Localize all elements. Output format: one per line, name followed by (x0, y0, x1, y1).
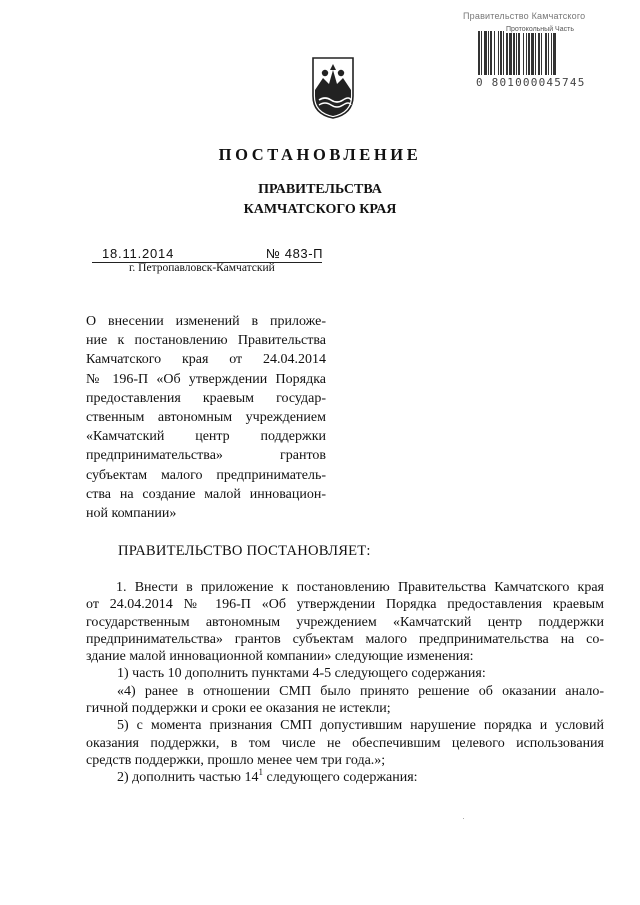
authority-line-1: ПРАВИТЕЛЬСТВА (258, 182, 382, 197)
barcode-bar (498, 31, 499, 75)
superscript: 1 (258, 767, 263, 778)
document-date: 18.11.2014 (102, 246, 175, 261)
registration-stamp-text: Правительство Камчатского (463, 11, 586, 21)
barcode-bar (506, 31, 508, 75)
subject-line: субъектам малого предприниматель- (86, 467, 326, 483)
body-line-last (86, 769, 604, 786)
kamchatka-coat-of-arms-icon (311, 56, 355, 120)
barcode-bar (531, 31, 534, 75)
barcode-bar (518, 31, 520, 75)
barcode-bar (513, 31, 515, 75)
subject-line: О внесении изменений в приложе- (86, 314, 326, 329)
barcode-bar (528, 31, 530, 75)
barcode-bar (535, 31, 536, 75)
barcode-bar (548, 31, 549, 75)
barcode-bar (481, 31, 482, 75)
authority-line-2: КАМЧАТСКОГО КРАЯ (243, 202, 397, 217)
barcode-bar (526, 31, 527, 75)
barcode-bar (553, 31, 556, 75)
subject-line: «Камчатский центр поддержки (86, 429, 326, 445)
body-line: предпринимательства» грантов субъектам малого предпринимательства на со- (86, 631, 604, 647)
subject-line: Камчатского края от 24.04.2014 (86, 352, 326, 368)
body-line: 1. Внести в приложение к постановлению Правительства Камчатского края (116, 580, 604, 595)
barcode-bar (538, 31, 540, 75)
subject-line: предпринимательства» грантов (86, 448, 326, 464)
body-line: «4) ранее в отношении СМП было принято решение об оказании анало- (117, 683, 604, 699)
body-line: оказания поддержки, в том числе не обеспечившим целевого использования (86, 735, 604, 751)
subject-line: предоставления краевым государ- (86, 390, 326, 406)
body-line: 1) часть 10 дополнить пунктами 4-5 следующего содержания: (117, 666, 486, 682)
document-number: № 483-П (266, 246, 324, 261)
document-title: ПОСТАНОВЛЕНИЕ (218, 145, 422, 164)
barcode-label: Протокольный Часть (506, 26, 574, 33)
issuing-authority (0, 180, 640, 220)
barcode-bar (488, 31, 489, 75)
barcode-number: 0 801000045745 (476, 76, 586, 89)
body-line: государственным автономным учреждением «Камчатский центр поддержки (86, 614, 604, 630)
subject-line: ной компании» (86, 506, 177, 522)
barcode-bar (551, 31, 552, 75)
barcode-bar (494, 31, 495, 75)
subject-line: № 196-П «Об утверждении Порядка (86, 371, 326, 387)
barcode-bar (523, 31, 524, 75)
subject-line: ственным автономным учреждением (86, 410, 326, 426)
barcode-bar (478, 31, 480, 75)
barcode-bar (503, 31, 504, 75)
resolves-heading: ПРАВИТЕЛЬСТВО ПОСТАНОВЛЯЕТ: (118, 543, 371, 559)
body-text: 2) дополнить частью 14 (117, 770, 259, 786)
body-line: гичной поддержки и сроки ее оказания не истекли; (86, 701, 391, 717)
body-line: здание малой инновационной компании» следующие изменения: (86, 649, 474, 665)
document-city: г. Петропавловск-Камчатский (129, 262, 275, 274)
scan-speck (463, 818, 464, 819)
body-line: от 24.04.2014 № 196-П «Об утверждении Порядка предоставления краевым (86, 597, 604, 613)
barcode-bar (500, 31, 502, 75)
document-body (86, 579, 604, 787)
body-text: следующего содержания: (263, 770, 418, 786)
barcode-bar (509, 31, 512, 75)
barcode-bar (545, 31, 547, 75)
body-line: средств поддержки, прошло менее чем три года.»; (86, 752, 386, 768)
barcode-bar (541, 31, 542, 75)
subject-line: ства на создание малой инновацион- (86, 486, 326, 502)
barcode-bar (484, 31, 487, 75)
barcode-bar (516, 31, 517, 75)
body-line: 5) с момента признания СМП допустившим нарушение порядка и условий (117, 718, 604, 734)
document-subject (86, 312, 326, 523)
barcode-bar (490, 31, 492, 75)
subject-line: ние к постановлению Правительства (86, 333, 326, 349)
